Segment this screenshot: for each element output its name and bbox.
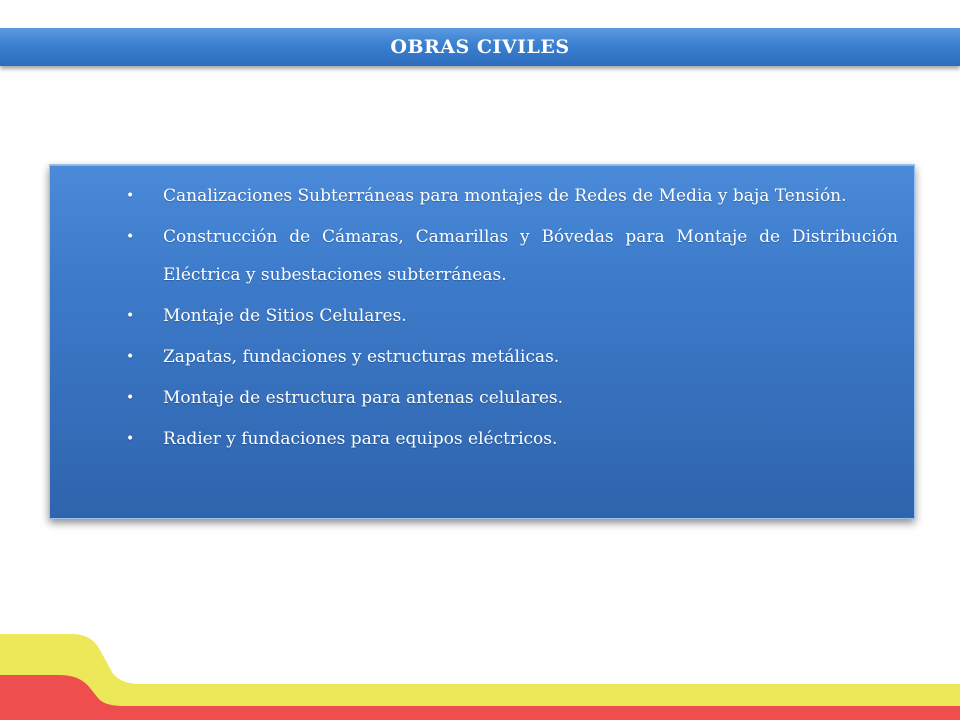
bullet-icon: • [126,390,135,406]
bullet-icon: • [126,308,135,324]
bullet-list [126,177,898,461]
list-item-text: Radier y fundaciones para equipos eléctricos. [163,429,558,449]
list-item-text: Construcción de Cámaras, Camarillas y Bóvedas para Montaje de Distribución Eléctrica y subestaciones subterráneas. [163,227,898,285]
list-item [126,177,898,215]
list-item [126,218,898,294]
list-item [126,420,898,458]
bullet-icon: • [126,188,135,204]
bullet-icon: • [126,349,135,365]
list-item-text: Zapatas, fundaciones y estructuras metálicas. [163,347,560,367]
list-item [126,297,898,335]
bullet-icon: • [126,229,135,245]
slide-title: OBRAS CIVILES [390,36,570,58]
bottom-stripes-decoration [0,620,960,720]
list-item [126,338,898,376]
bullet-icon: • [126,431,135,447]
list-item-text: Canalizaciones Subterráneas para montajes de Redes de Media y baja Tensión. [163,186,847,206]
content-box [49,164,915,519]
list-item-text: Montaje de estructura para antenas celulares. [163,388,564,408]
list-item [126,379,898,417]
list-item-text: Montaje de Sitios Celulares. [163,306,407,326]
title-bar [0,28,960,66]
